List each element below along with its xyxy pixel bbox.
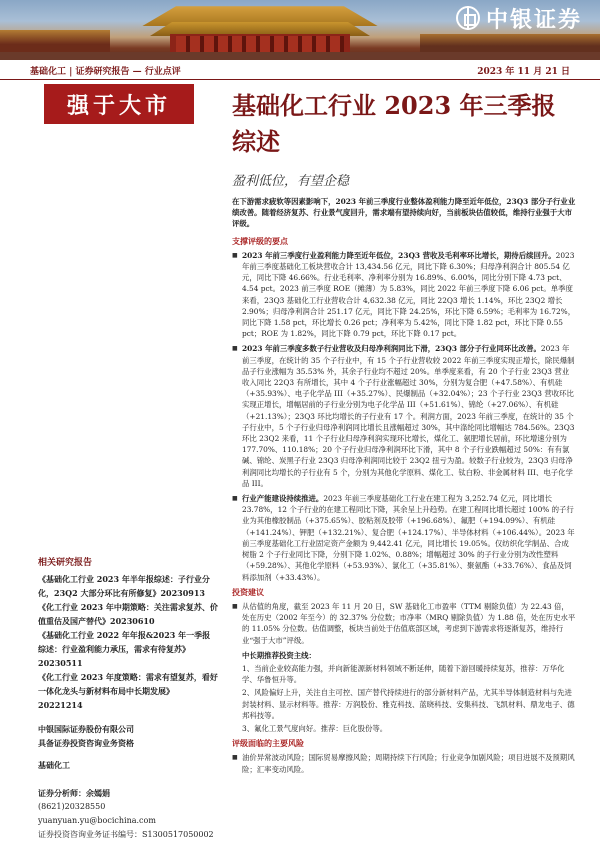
bullet-body: 2023 年前三季度基础化工行业在建工程为 3,252.74 亿元，同比增长 23.78%，12 个子行业的在建工程同比下降，其余呈上升趋势。在建工程同比增长超过 100% 的子行业为其他橡胶制品（+375.65%）、胶粘剂及胶带（+196.68%）、氟肥（+194.09%）、有机硅（+141.24%）、钾肥（+132.21%）、复合肥（+124.17%）、半导体材料（+106.44%）。2023 年前三季度基础化工行业固定资产金额为 9,442.41 亿元，同比增长 19.05%。仅纺织化学制品、合成树脂 2 个子行业同比下降，分别下降 1.02%、0.88%；增幅超过 30% 的子行业分别为改性塑料（+59.28%）、其他化学原料（+53.93%）、氯化工（+35.81%）、聚氨酯（+33.76%）、食品及饲料添加剂（+33.43%）。 [242,494,575,582]
related-item: 《基础化工行业 2022 年年报&2023 年一季报综述：行业盈利能力承压，需求有待复苏》20230511 [38,630,211,668]
report-date: 2023 年 11 月 21 日 [477,66,570,77]
header-banner [0,0,600,60]
industry-label: 基础化工 [38,760,70,770]
bullet-point [232,250,576,340]
boc-logo-icon [456,6,480,30]
banner-building-right [420,34,600,54]
main-content [232,196,576,779]
banner-building-left [0,30,110,54]
brand-logo [456,4,582,32]
related-heading: 相关研究报告 [38,558,93,568]
brand-name: 中银证券 [485,7,582,33]
analyst-phone: (8621)20328550 [38,802,106,811]
section-support-heading: 支撑评级的要点 [232,235,288,246]
bullet-point [232,493,576,583]
bullet-head: 2023 年前三季度多数子行业营收及归母净利润同比下滑，23Q3 部分子行业同环比改善。 [242,344,541,354]
bullet-point [232,343,576,489]
section-invest-heading: 投资建议 [232,586,264,597]
bullet-body: 2023 年前三季度，在统计的 35 个子行业中，有 15 个子行业营收较 2022 年前三季度实现正增长，除民爆制品子行业涨幅为 35.53% 外，其余子行业均不超过 20%。单季度来看，有 20 个子行业 23Q3 营业收入同比 22Q3 有所增长，其中 4 个子行业涨幅超过 30%，分别为复合肥（+47.58%）、有机硅（+35.93%）、电子化学品 III（+35.27%）、民爆制品（+32.04%）；23 个子行业 23Q3 营收环比实现正增长，增幅居前的子行业分别为电子化学品 III（+51.61%）、锦纶（+27.06%）、有机硅（+21.13%）；23Q3 环比均增长的子行业有 17 个。利润方面，2023 年前三季度，在统计的 35 个子行业中，5 个子行业归母净利润同比增长且涨幅超过 30%，其中涤纶同比增幅达 784.56%。23Q3 环比 23Q2 来看，11 个子行业归母净利润实现环比增长，煤化工、氨肥增长居前，环比增速分别为 177.70%、110.18%；20 个子行业归母净利润环比下滑，其中 8 个子行业跌幅超过 50%：有有氯碱、锦纶、炭黑子行业 23Q3 归母净利润同比较于 23Q2 扭亏为盈。较数子行业较为，23Q3 归母净利润同比均增长的子行业有 5 个，分别为其他化学原料、煤化工、钛白粉、非金属材料 III、电子化学品 III。 [242,344,575,488]
firm-qualification: 具备证券投资咨询业务资格 [38,738,134,748]
invest-paragraph [232,601,576,646]
bullet-head: 行业产能建设持续推进。 [242,494,324,504]
report-section: 基础化工 | 证券研究报告 — 行业点评 [30,66,181,77]
sub-header [0,62,600,78]
banner-plaza [0,52,600,60]
pick-item: 1、当前企业较高能力强，并向新能源新材料领域不断延伸，随着下游回暖持续复苏，推荐：万华化学、华鲁恒升等。 [242,663,565,685]
sidebar [38,556,218,842]
report-subtitle: 盈利低位，有望企稳 [232,174,350,189]
lead-paragraph: 在下游需求疲软等因素影响下，2023 年前三季度行业整体盈利能力降至近年低位，23Q3 部分子行业业绩改善。随着经济复苏、行业景气度回升，需求端有望持续向好，当前板块估值较低，维持行业强于大市评级。 [232,197,576,229]
analyst-cert: 证券投资咨询业务证书编号：S1300517050002 [38,830,214,839]
related-item: 《化工行业 2023 年度策略：需求有望复苏，看好一体化龙头与新材料布局中长期发展》20221214 [38,672,218,710]
firm-name: 中银国际证券股份有限公司 [38,724,134,734]
related-item: 《化工行业 2023 年中期策略：关注需求复苏、价值重估及国产替代》20230610 [38,602,218,626]
related-item: 《基础化工行业 2023 年半年报综述：子行业分化，23Q2 大部分环比有所修复》20230913 [38,574,210,598]
rating-badge: 强于大市 [44,84,194,124]
section-risk-heading: 评级面临的主要风险 [232,738,304,749]
pick-item: 2、风险偏好上升，关注自主可控、国产替代持续进行的部分新材料产品，尤其半导体制造材料与先进封装材料、显示材料等。推荐：万润股份、雅克科技、蓝晓科技、安集科技、飞凯材料、鼎龙电子、德邦科技等。 [242,688,575,720]
analyst-name: 证券分析师：余嫣娟 [38,788,110,798]
bullet-body: 2023 年前三季度基础化工板块营收合计 13,434.56 亿元，同比下降 6.30%；归母净利润合计 805.54 亿元，同比下降 46.66%。行业毛利率、净利率分别为 16.89%、6.00%，同比分别下降 4.73 pct、4.54 pct。2023 前三季度 ROE（摊薄）为 5.83%，同比 2022 年前三季度下降 6.06 pct。单季度来看，23Q3 基础化工行业营收合计 4,632.38 亿元，同比 22Q3 增长 1.14%，环比 23Q2 增长 2.90%；归母净利润合计 251.17 亿元，同比下降 24.25%，环比下降 6.59%；毛利率为 16.72%，同比下降 1.58 pct，环比增长 0.26 pct；净利率为 5.42%，同比下降 1.82 pct，环比下降 0.55 pct；ROE 为 1.82%，同比下降 0.79 pct，环比下降 0.17 pct。 [242,250,576,339]
header-rule [0,79,600,80]
pick-heading: 中长期推荐投资主线： [242,650,316,660]
analyst-email: yuanyuan.yu@bocichina.com [38,816,156,825]
invest-text: 从估值的角度，截至 2023 年 11 月 20 日，SW 基础化工市盈率（TTM 剔除负值）为 22.43 倍，处在历史（2002 年至今）的 32.37% 分位数；市净率（MRQ 剔除负值）为 1.88 倍，处在历史水平的 11.05% 分位数。估值调整，板块当前处于估值底部区域，考虑到下游需求将逐渐复苏，维持行业“强于大市”评级。 [242,601,576,645]
risk-paragraph [232,752,576,774]
banner-columns [176,36,344,52]
bullet-head: 2023 年前三季度行业盈利能力降至近年低位，23Q3 营收及毛利率环比增长，期待后续回升。 [242,250,556,260]
report-title: 基础化工行业 2023 年三季报综述 [232,91,556,156]
pick-item: 3、氟化工景气度向好。推荐：巨化股份等。 [242,723,388,733]
risk-text: 油价异常波动风险；国际贸易摩擦风险；周期持续下行风险；行业竞争加剧风险；项目进展不及预期风险；汇率变动风险。 [242,753,575,774]
